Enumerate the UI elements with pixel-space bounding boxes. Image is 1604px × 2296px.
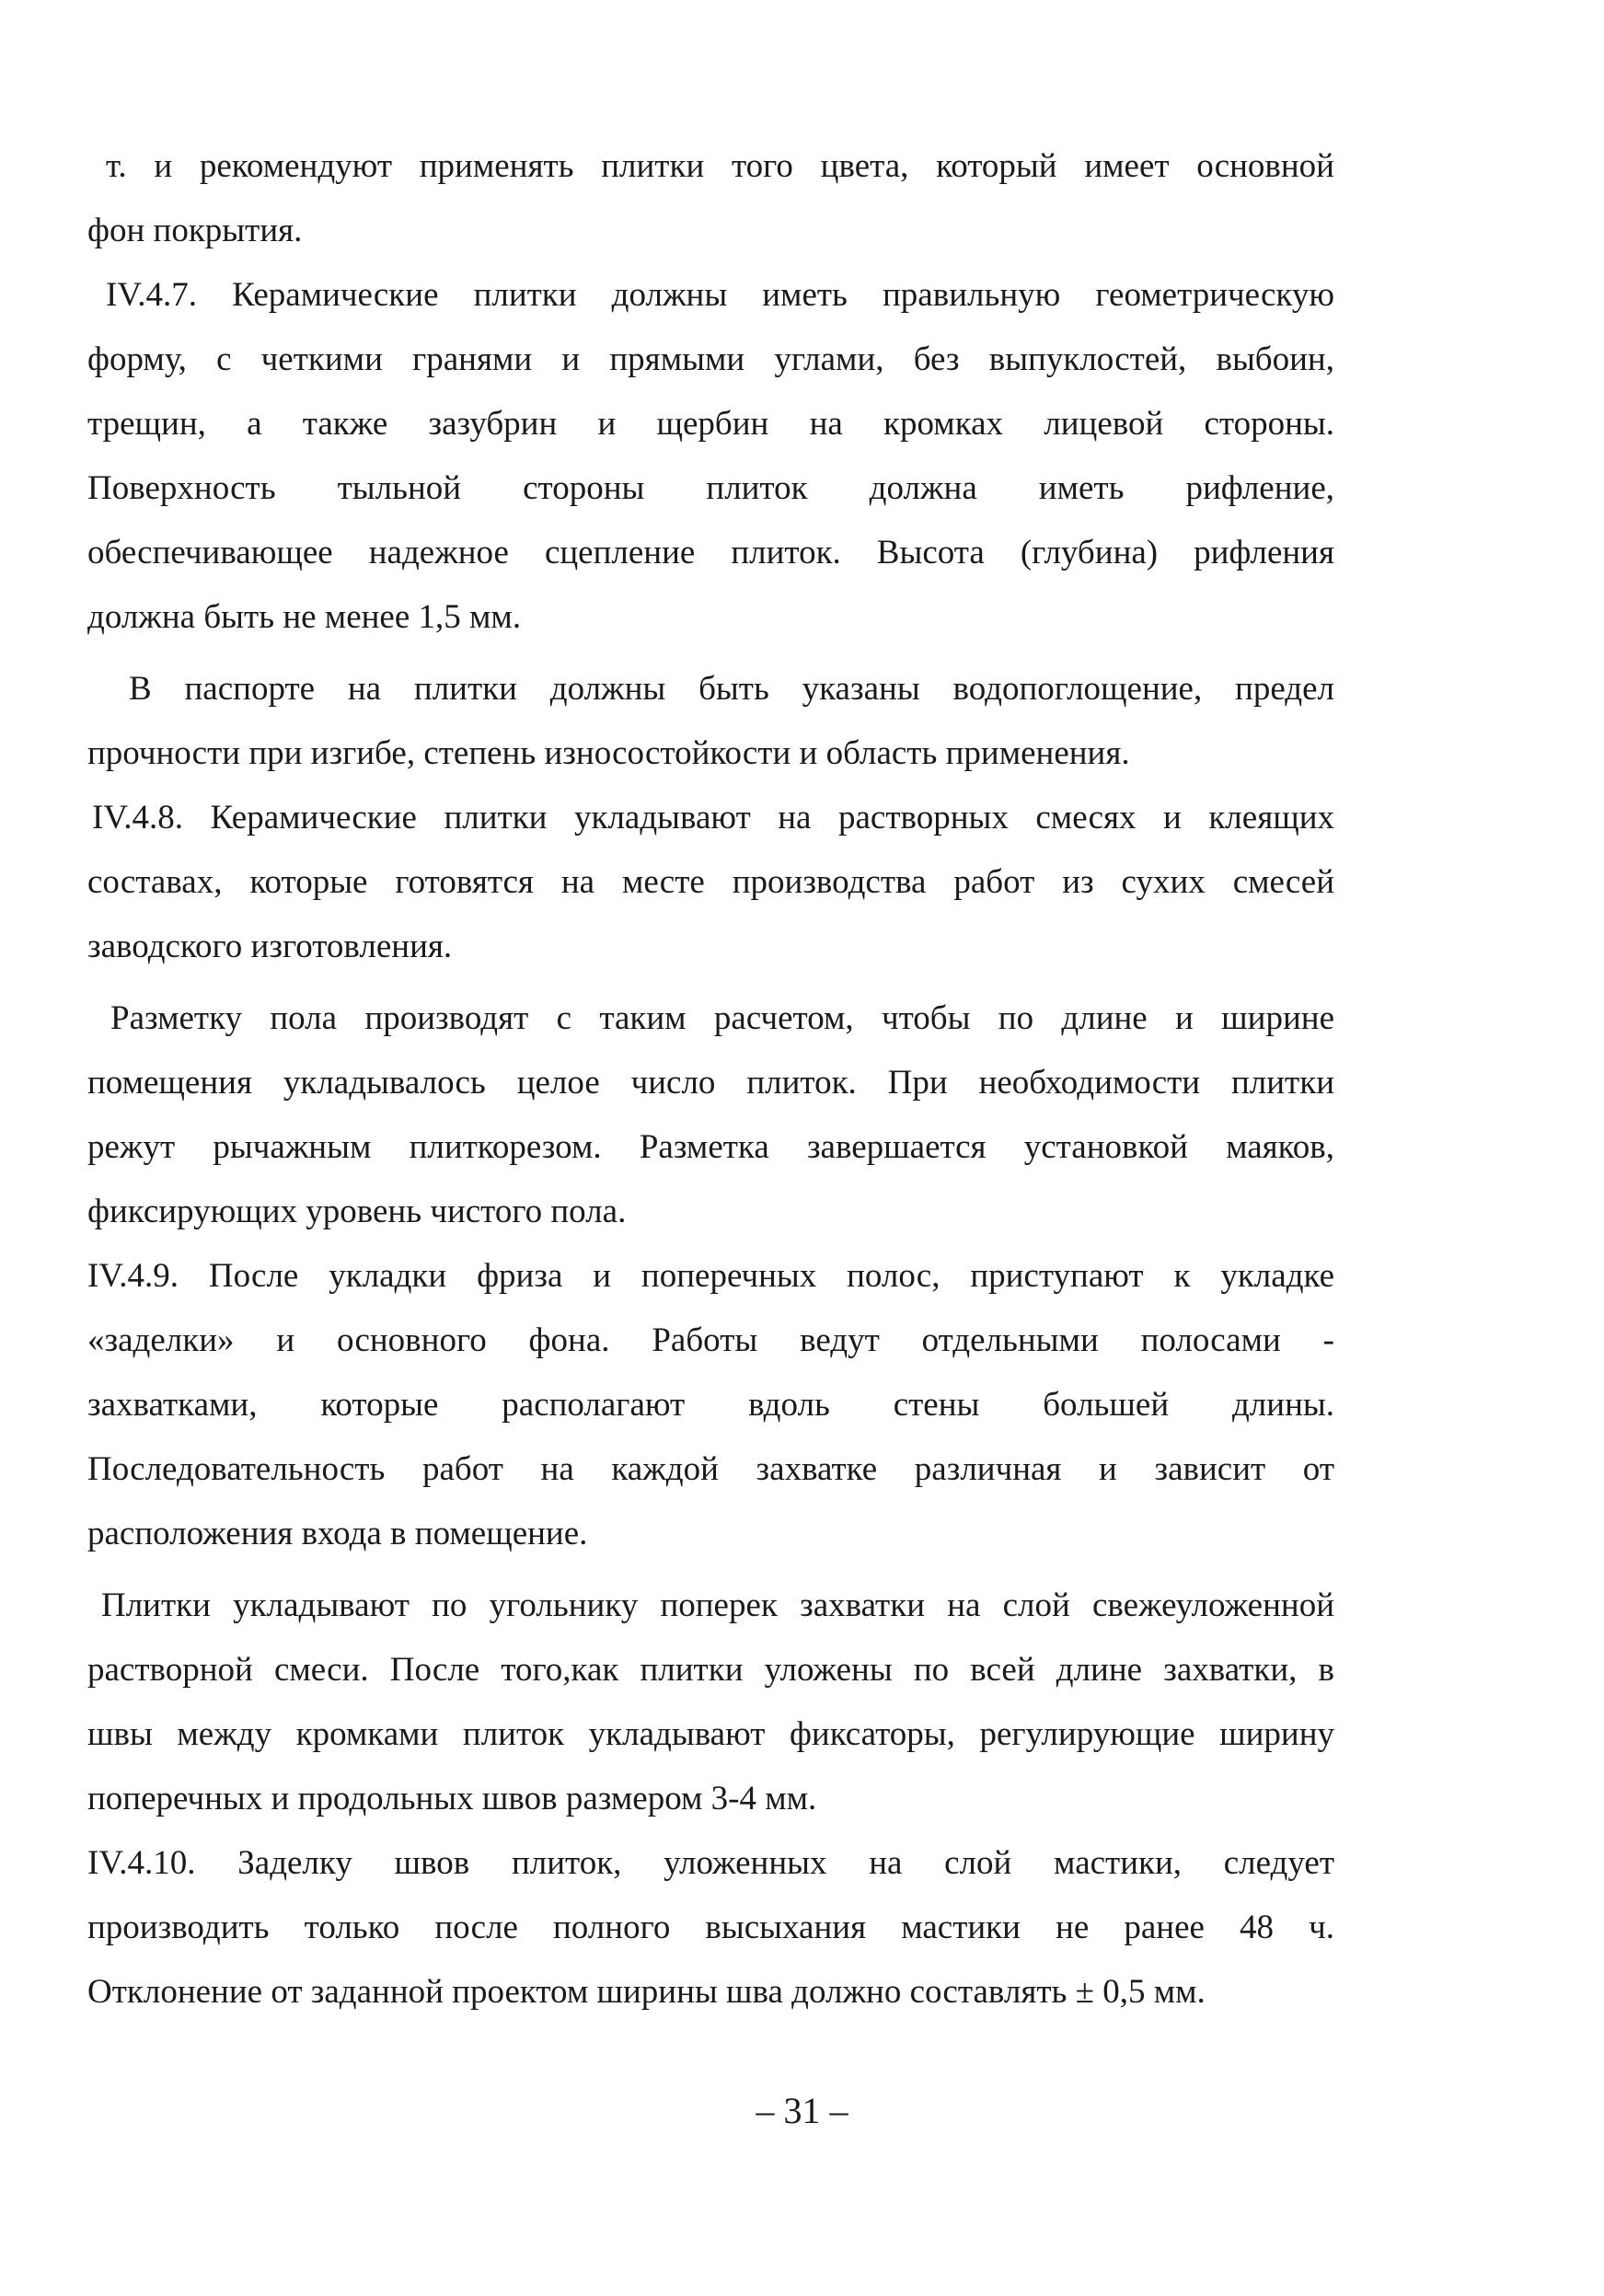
text-line: швы между кромками плиток укладывают фиксаторы, регулирующие ширину [87, 1715, 1334, 1753]
text-line: IV.4.9. После укладки фриза и поперечных полос, приступают к укладке [87, 1257, 1334, 1295]
text-line: производить только после полного высыхания мастики не ранее 48 ч. [87, 1909, 1334, 1946]
text-line: форму, с четкими гранями и прямыми углами, без выпуклостей, выбоин, [87, 340, 1334, 378]
text-line: Плитки укладывают по угольнику поперек захватки на слой свежеуложенной [101, 1586, 1334, 1624]
text-line: фон покрытия. [87, 212, 303, 249]
page-number: – 31 – [756, 2090, 848, 2131]
text-line: захватками, которые располагают вдоль стены большей длины. [87, 1386, 1334, 1424]
text-line: IV.4.10. Заделку швов плиток, уложенных на слой мастики, следует [87, 1844, 1334, 1882]
text-line: обеспечивающее надежное сцепление плиток. Высота (глубина) рифления [87, 534, 1334, 571]
text-line: составах, которые готовятся на месте производства работ из сухих смесей [87, 863, 1334, 901]
text-line: Отклонение от заданной проектом ширины шва должно составлять ± 0,5 мм. [87, 1973, 1206, 2011]
text-line: Разметку пола производят с таким расчетом, чтобы по длине и ширине [110, 999, 1334, 1037]
body-text [87, 134, 1334, 2025]
text-line: заводского изготовления. [87, 928, 453, 965]
text-line: Последовательность работ на каждой захватке различная и зависит от [87, 1450, 1334, 1488]
text-line: «заделки» и основного фона. Работы ведут отдельными полосами - [87, 1321, 1334, 1359]
text-line: растворной смеси. После того,как плитки уложены по всей длине захватки, в [87, 1651, 1334, 1689]
text-line: В паспорте на плитки должны быть указаны водопоглощение, предел [129, 670, 1334, 708]
text-line: помещения укладывалось целое число плиток. При необходимости плитки [87, 1064, 1334, 1102]
text-line: должна быть не менее 1,5 мм. [87, 598, 522, 636]
text-line: фиксирующих уровень чистого пола. [87, 1193, 627, 1230]
text-line: трещин, а также зазубрин и щербин на кромках лицевой стороны. [87, 405, 1334, 443]
text-line: т. и рекомендуют применять плитки того цвета, который имеет основной [106, 147, 1334, 185]
text-line: режут рычажным плиткорезом. Разметка завершается установкой маяков, [87, 1128, 1334, 1166]
text-line: поперечных и продольных швов размером 3-4 мм. [87, 1780, 817, 1817]
text-line: Поверхность тыльной стороны плиток должна иметь рифление, [87, 469, 1334, 507]
text-line: IV.4.7. Керамические плитки должны иметь правильную геометрическую [106, 276, 1334, 314]
text-line: расположения входа в помещение. [87, 1515, 588, 1552]
text-line: прочности при изгибе, степень износостойкости и область применения. [87, 734, 1130, 772]
text-line: IV.4.8. Керамические плитки укладывают на растворных смесях и клеящих [92, 799, 1334, 836]
